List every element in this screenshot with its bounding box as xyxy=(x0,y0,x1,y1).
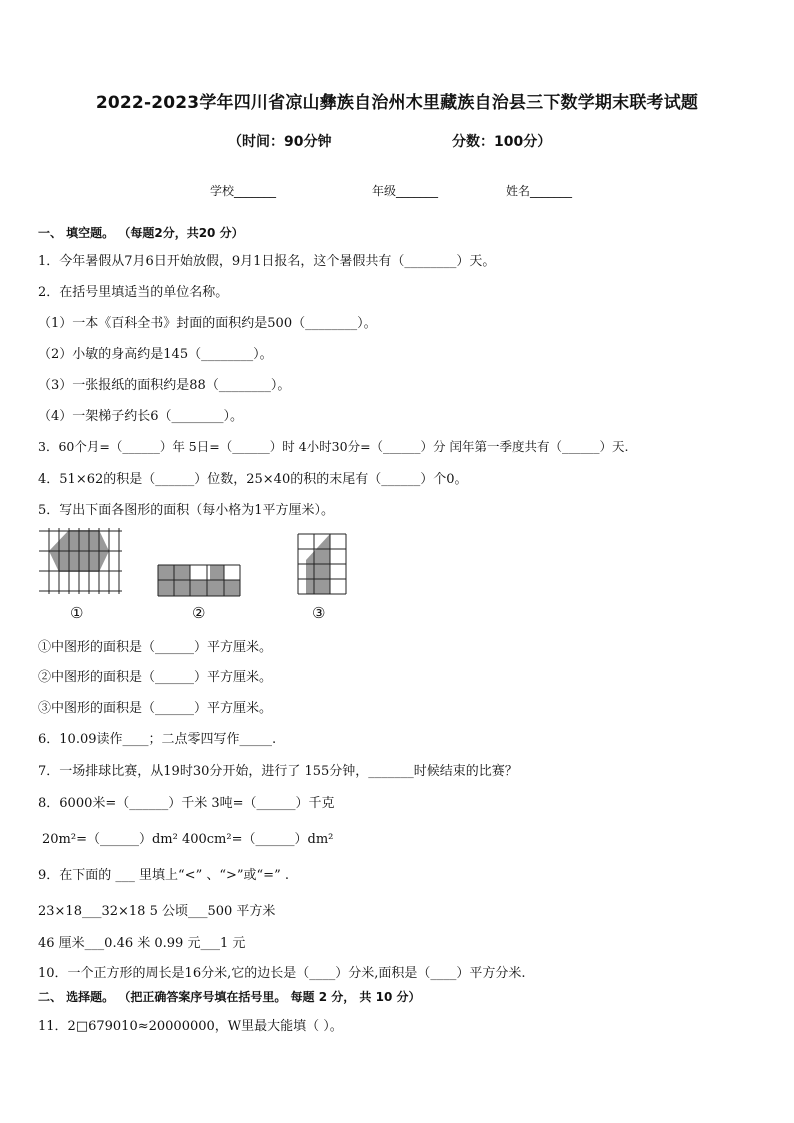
question-6: 6．10.09读作____；二点零四写作_____. xyxy=(38,732,277,747)
question-3: 3．60个月=（______）年 5日=（______）时 4小时30分=（______）分 闰年第一季度共有（______）天. xyxy=(38,439,629,454)
grade-field: 年级_______ xyxy=(372,184,439,198)
exam-time: （时间：90分钟 xyxy=(228,134,332,150)
question-10: 10．一个正方形的周长是16分米,它的边长是（____）分米,面积是（____）平方分米. xyxy=(38,966,526,981)
question-9-line-2: 46 厘米___0.46 米 0.99 元___1 元 xyxy=(38,936,246,951)
question-2-1: （1）一本《百科全书》封面的面积约是500（________）。 xyxy=(38,316,377,331)
name-field: 姓名_______ xyxy=(506,184,573,198)
question-7: 7．一场排球比赛，从19时30分开始，进行了 155分钟，_______时候结束的比赛？ xyxy=(38,764,518,779)
question-4: 4．51×62的积是（______）位数，25×40的积的末尾有（______）个0。 xyxy=(38,472,468,487)
figure-2-grid xyxy=(152,560,244,600)
section-1-heading: 一、 填空题。 （每题2分，共20 分） xyxy=(38,226,244,240)
question-1: 1．今年暑假从7月6日开始放假，9月1日报名，这个暑假共有（________）天。 xyxy=(38,254,496,269)
question-9: 9．在下面的 ___ 里填上“<” 、“>”或“=” . xyxy=(38,868,289,883)
question-11: 11．2□679010≈20000000，W里最大能填（ ）。 xyxy=(38,1019,343,1034)
question-2: 2．在括号里填适当的单位名称。 xyxy=(38,285,229,300)
section-2-heading: 二、 选择题。 （把正确答案序号填在括号里。 每题 2 分， 共 10 分） xyxy=(38,990,421,1004)
figure-3-answer: ③中图形的面积是（______）平方厘米。 xyxy=(38,701,273,716)
figure-2-label: ② xyxy=(192,604,206,622)
figure-3-grid xyxy=(296,530,350,600)
question-5: 5．写出下面各图形的面积（每小格为1平方厘米）。 xyxy=(38,503,335,518)
exam-score: 分数：100分） xyxy=(452,134,552,150)
school-field: 学校_______ xyxy=(210,184,277,198)
question-2-2: （2）小敏的身高约是145（________）。 xyxy=(38,347,273,362)
question-9-line-1: 23×18___32×18 5 公顷___500 平方米 xyxy=(38,904,276,919)
question-8-line-2: 20m²=（______）dm² 400cm²=（______）dm² xyxy=(42,832,334,847)
question-2-4: （4）一架梯子约长6（________）。 xyxy=(38,409,244,424)
figure-2-answer: ②中图形的面积是（______）平方厘米。 xyxy=(38,670,273,685)
question-8-line-1: 8．6000米=（______）千米 3吨=（______）千克 xyxy=(38,796,335,811)
figure-1-grid xyxy=(38,528,124,596)
question-2-3: （3）一张报纸的面积约是88（________）。 xyxy=(38,378,291,393)
figure-3-label: ③ xyxy=(312,604,326,622)
figure-1-label: ① xyxy=(70,604,84,622)
page-title: 2022-2023学年四川省凉山彝族自治州木里藏族自治县三下数学期末联考试题 xyxy=(95,93,699,113)
figure-1-answer: ①中图形的面积是（______）平方厘米。 xyxy=(38,640,273,655)
